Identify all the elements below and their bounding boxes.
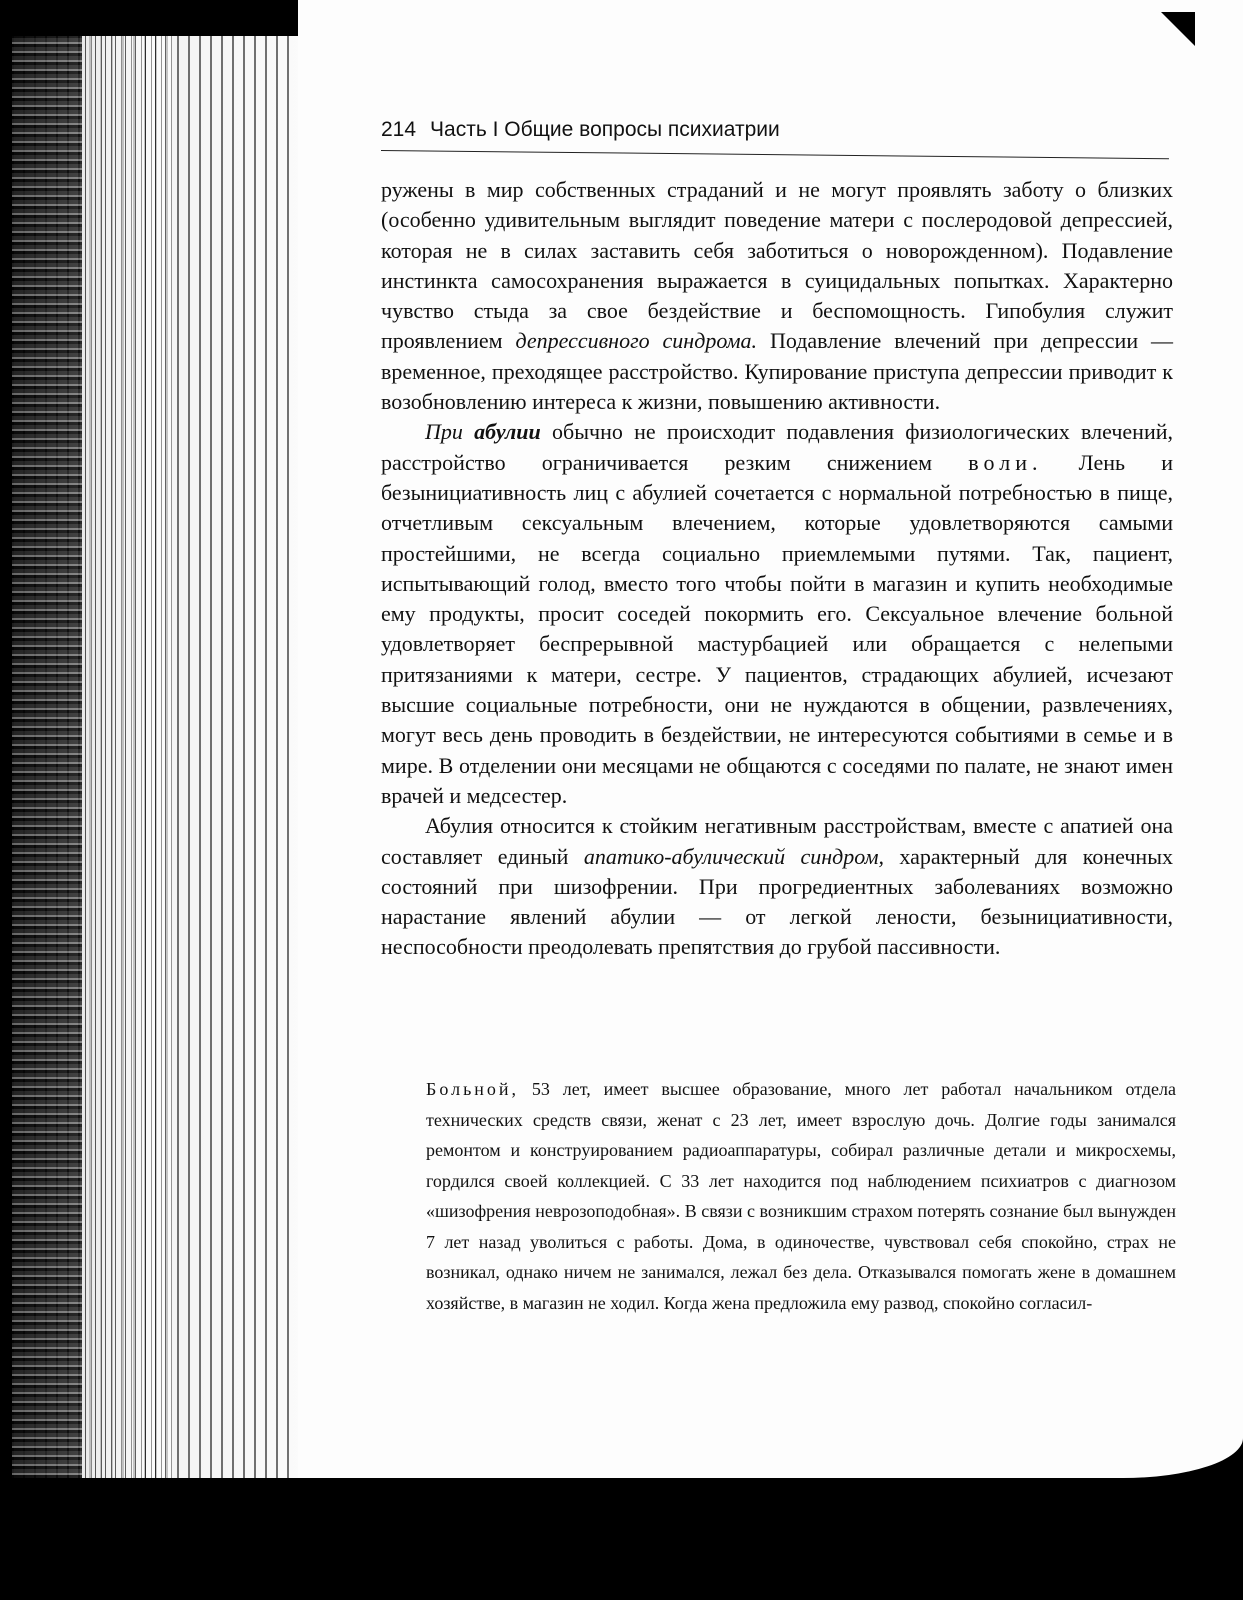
running-head (381, 118, 1171, 142)
paragraph-1-end: Подавление влечений при депрессии — временное, преходящее расстройство. Купирование приступа депрессии приводит к возобновлению интереса к жизни, повышению активности. (381, 328, 1173, 415)
page-number: 214 (381, 118, 417, 141)
paragraph-1-text: ружены в мир собственных страданий и не могут проявлять заботу о близких (особенно удивительным выглядит поведение матери с послеродовой депрессией, которая не в силах заставить себя заботиться о новорожденном). Подавление инстинкта самосохранения выражается в суицидальных попытках. Характерно чувство стыда за свое бездействие и беспомощность. Гипобулия служит проявлением (381, 177, 1173, 354)
paragraph-3 (381, 811, 1173, 962)
scan-background (0, 1478, 1243, 1600)
book-page (298, 0, 1243, 1478)
spaced-word-volia: воли. (968, 449, 1043, 475)
header-rule (381, 150, 1169, 159)
corner-mark (1161, 12, 1195, 46)
book-page-edges (12, 36, 302, 1478)
term-abulia: абулии (474, 419, 541, 445)
case-text: 53 лет, имеет высшее образование, много лет работал начальником отдела технических средств связи, женат с 23 лет, имеет взрослую дочь. Долгие годы занимался ремонтом и конструированием радиоаппаратуры, собирал различные детали и микросхемы, гордился своей коллекцией. С 33 лет находится под наблюдением психиатров с диагнозом «шизофрения неврозоподобная». В связи с возникшим страхом потерять сознание был вынужден 7 лет назад уволиться с работы. Дома, в одиночестве, чувствовал себя спокойно, страх не возникал, однако ничем не занимался, лежал без дела. Отказывался помогать жене в домашнем хозяйстве, в магазин не ходил. Когда жена предложила ему развод, спокойно согласил- (426, 1079, 1176, 1313)
paragraph-2-mid: обычно не происходит подавления физиологических влечений, расстройство ограничивается резким снижением (381, 419, 1173, 475)
running-title: Часть I Общие вопросы психиатрии (430, 118, 780, 141)
paragraph-1-italic: депрессивного синдрома. (515, 328, 758, 354)
paragraph-3-start: Абулия относится к стойким негативным расстройствам, вместе с апатией она составляет единый (381, 813, 1173, 869)
case-study (426, 1074, 1176, 1318)
body-text (381, 175, 1173, 963)
paragraph-1 (381, 175, 1173, 417)
paragraph-3-end: характерный для конечных состояний при шизофрении. При прогредиентных заболеваниях возможно нарастание явлений абулии — от легкой лености, безынициативности, неспособности преодолевать препятствия до грубой пассивности. (381, 843, 1173, 960)
paragraph-2-start: При (425, 419, 475, 445)
paragraph-2 (381, 417, 1173, 811)
paragraph-3-italic: апатико-абулический синдром, (583, 843, 884, 869)
case-lead: Больной, (426, 1079, 520, 1099)
paragraph-2-end: Лень и безынициативность лиц с абулией сочетается с нормальной потребностью в пище, отчетливым сексуальным влечением, которые удовлетворяются самыми простейшими, не всегда социально приемлемыми путями. Так, пациент, испытывающий голод, вместо того чтобы пойти в магазин и купить необходимые ему продукты, просит соседей покормить его. Сексуальное влечение больной удовлетворяет беспрерывной мастурбацией или обращается с нелепыми притязаниями к матери, сестре. У пациентов, страдающих абулией, исчезают высшие социальные потребности, они не нуждаются в общении, развлечениях, могут весь день проводить в бездействии, не интересуются событиями в семье и в мире. В отделении они месяцами не общаются с соседями по палате, не знают имен врачей и медсестер. (381, 449, 1173, 808)
